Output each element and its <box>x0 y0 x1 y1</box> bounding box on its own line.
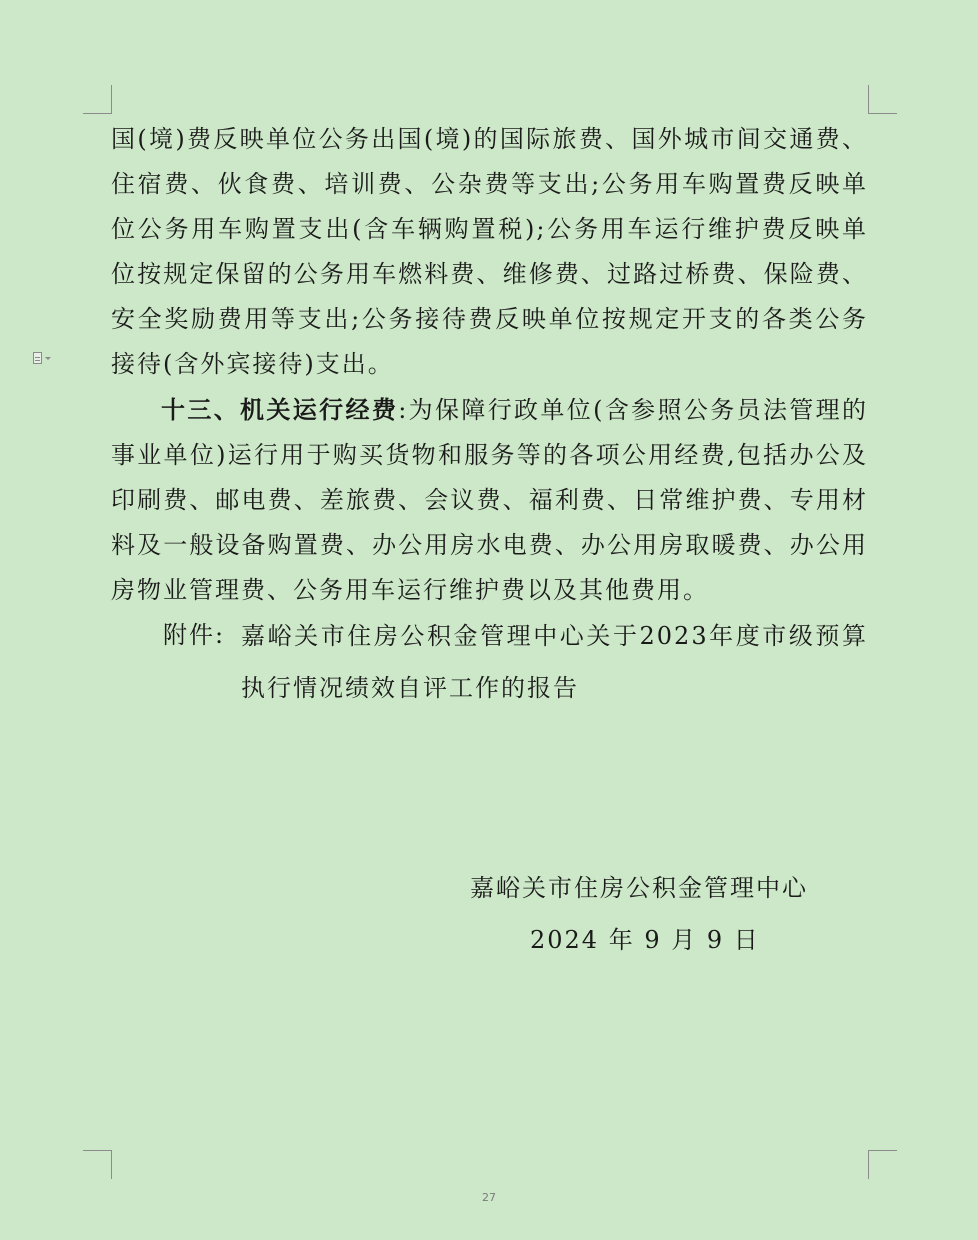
section-heading: 十三、机关运行经费 <box>161 395 399 424</box>
signature-date: 2024 年 9 月 9 日 <box>530 926 760 954</box>
paragraph-expense-definitions: 国(境)费反映单位公务出国(境)的国际旅费、国外城市间交通费、住宿费、伙食费、培训费、公杂费等支出;公务用车购置费反映单位公务用车购置支出(含车辆购置税);公务用车运行维护费反映单位按规定保留的公务用车燃料费、维修费、过路过桥费、保险费、安全奖励费用等支出;公务接待费反映单位按规定开支的各类公务接待(含外宾接待)支出。 <box>111 125 868 378</box>
paragraph-operating-expenses <box>111 387 868 613</box>
section-body: :为保障行政单位(含参照公务员法管理的事业单位)运行用于购买货物和服务等的各项公用经费,包括办公及印刷费、邮电费、差旅费、会议费、福利费、日常维护费、专用材料及一般设备购置费、办公用房水电费、办公用房取暖费、办公用房物业管理费、公务用车运行维护费以及其他费用。 <box>111 396 869 604</box>
attachment-label: 附件: <box>163 621 226 649</box>
document-icon[interactable] <box>33 350 59 366</box>
document-body <box>111 117 868 714</box>
attachment-block <box>111 613 868 714</box>
chevron-down-icon <box>45 357 51 360</box>
signature-organization: 嘉峪关市住房公积金管理中心 <box>470 874 808 902</box>
page-number: 27 <box>482 1191 496 1204</box>
page-corner-mark-bottom-left <box>83 1150 112 1179</box>
page-corner-mark-top-right <box>868 85 897 114</box>
attachment-title: 嘉峪关市住房公积金管理中心关于2023年度市级预算执行情况绩效自评工作的报告 <box>241 622 868 702</box>
page-corner-mark-bottom-right <box>868 1150 897 1179</box>
page-corner-mark-top-left <box>83 85 112 114</box>
document-sheet-icon <box>33 352 42 364</box>
